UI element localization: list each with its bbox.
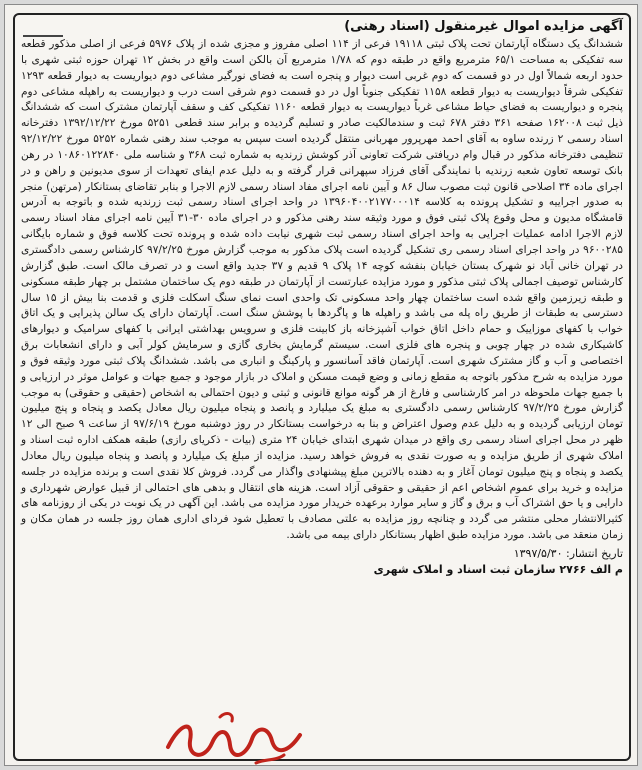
newspaper-clipping bbox=[4, 4, 638, 766]
notice-body: ششدانگ یک دستگاه آپارتمان تحت پلاک ثبتی ۱۹۱۱۸ فرعی از ۱۱۴ اصلی مفروز و مجزی شده از پلاک ۵۹۷۶ فرعی از اصلی مذکور قطعه سه تفکیکی به مساحت ۶۵/۱ مترمربع واقع در طبقه دوم که ۱/۷۸ مترمربع آن بالکن است واقع در بخش ۱۲ تهران حوزه ثبتی شهری با حدود اربعه شمالاً اول در دو قسمت که دوم غربی است دیوار و پنجره است به فضای نورگیر مشاعی دوم دیواریست به دیوار قطعه ۱۲۹۳ تفکیکی شرقاً دیواریست به دیوار قطعه ۱۱۵۸ تفکیکی جنوباً اول در دو قسمت دوم شرقی است درب و دیواریست به راهپله مشاعی دوم پنجره و دیواریست به فضای حیاط مشاعی غرباً دیواریست به دیوار قطعه ۱۱۶۰ تفکیکی کف و سقف آپارتمان مشترک است که ششدانگ ذیل ثبت ۱۶۲۰۰۸ صفحه ۳۶۱ دفتر ۶۷۸ ثبت و سندمالکیت صادر و تسلیم گردیده و برابر سند قطعی ۵۲۵۱ مورخ ۱۳۹۲/۱۲/۲۲ دفترخانه اسناد رسمی ۲ زرنده ساوه به آقای احمد مهرپرور مهربانی منتقل گردیده است سپس به موجب سند رهنی شماره ۵۲۵۲ مورخ ۹۲/۱۲/۲۲ تنظیمی دفترخانه مذکور در قبال وام دریافتی شرکت تعاونی آذر کوشش زرندیه به شماره ثبت ۳۶۸ و شناسه ملی ۱۰۸۶۰۱۲۲۸۴۰ در رهن بانک توسعه تعاون شعبه زرندیه با نمایندگی آقای فرزاد سپهرانی قرار گرفته و به دلیل عدم ایفای تعهدات از سوی مدیونین و راهن و در اجرای ماده ۳۴ اصلاحی قانون ثبت مصوب سال ۸۶ و آیین نامه اجرای مفاد اسناد رسمی لازم الاجرا و بنابر تقاضای بستانکار (مرتهن) منجر به صدور اجراییه و تشکیل پرونده به کلاسه ۱۳۹۶۰۴۰۰۲۱۷۷۰۰۰۱۴ در واحد اجرای اسناد رسمی ثبت زرندیه شده و باتوجه به آدرس قامشگاه مدیون و محل وقوع پلاک ثبتی فوق و مورد وثیقه سند رهنی مذکور و در اجرای ماده ۳۰-۳۱ آیین نامه اجرای مفاد اسناد رسمی لازم الاجرا ادامه عملیات اجرایی به واحد اجرای اسناد رسمی ثبت شهری نیابت داده شده و پرونده تحت کلاسه فوق و شماره بایگانی ۹۶۰۰۲۸۵ در واحد اجرای اسناد رسمی ری تشکیل گردیده است پلاک مذکور به موجب گزارش مورخ ۹۷/۲/۲۵ کارشناس رسمی دادگستری در تهران خانی آباد نو شهرک بستان خیابان بنفشه کوچه ۱۴ پلاک ۹ قدیم و ۳۷ جدید واقع است و در تصرف مالک است. طبق گزارش کارشناس توصیف اجمالی پلاک ثبتی مذکور و مورد مزایده عبارتست از آپارتمان در طبقه دوم یک ساختمان مشتمل بر چهار طبقه مسکونی و طبقه زیرزمین واقع شده است ساختمان چهار واحد مسکونی تک واحدی است نمای سنگ اسکلت فلزی و قدمت بنا بیش از ۱۵ سال دسترسی به طبقات از طریق راه پله می باشد و راهپله ها و پاگردها با پوشش سنگ است. آپارتمان دارای یک سالن پذیرایی و یک اتاق خواب با کفهای موزاییک و حمام داخل اتاق خواب آشپزخانه باز کابینت فلزی و سرویس بهداشتی ایرانی با کفهای سرامیک و دیوارهای کاشیکاری شده در چهار چوبی و پنجره های فلزی است. سیستم گرمایش بخاری گازی و سرمایش کولر آبی و دارای انشعابات برق اختصاصی و آب و گاز مشترک شهری است. آپارتمان فاقد آسانسور و پارکینگ و انباری می باشد. ششدانگ پلاک ثبتی مورد وثیقه فوق و مورد مزایده به شرح مذکور باتوجه به مقطع زمانی و وضع قیمت مسکن و املاک در بازار موجود و جمیع جهات و عوامل موثر در ارزیابی و با جمیع جهات ملحوظه در امر کارشناسی و فارغ از هر گونه موانع قانونی و ثبتی و دیون احتمالی به اشخاص (حقیقی و حقوقی) به موجب گزارش مورخ ۹۷/۲/۲۵ کارشناس رسمی دادگستری به مبلغ یک میلیارد و پانصد و پنجاه میلیون ریال معادل یکصد و پنجاه و پنج میلیون تومان ارزیابی گردیده و به دلیل عدم وصول اعتراض و بنا به درخواست بستانکار در روز دوشنبه مورخ ۹۷/۶/۱۹ از ساعت ۹ صبح الی ۱۲ ظهر در محل اجرای اسناد رسمی ری واقع در میدان شهری ابتدای خیابان ۲۴ متری (بیات - ذکریای رازی) طبقه همکف اداره ثبت اسناد و املاک شهری از طریق مزایده و به صورت نقدی به فروش خواهد رسید. مزایده از مبلغ یک میلیارد و پانصد و پنجاه میلیون ریال معادل یکصد و پنجاه و پنج میلیون تومان آغاز و به دهنده بالاترین مبلغ پیشنهادی واگذار می گردد. فروش کلا نقدی است و برنده مزایده در جلسه مزایده و خرید برای عموم اشخاص اعم از حقیقی و حقوقی آزاد است. هزینه های انتقال و بدهی های احتمالی از قبیل عوارض شهرداری و دارایی و یا حق اشتراک آب و برق و گاز و سایر موارد برعهده خریدار مورد مزایده می باشد. این آگهی در یک نوبت در یکی از روزنامه های کثیرالانتشار محلی منتشر می گردد و چنانچه روز مزایده به علتی مصادف با تعطیل شود فردای اداری همان روز جلسه در همان مکان و زمان منعقد می باشد. مورد مزایده طبق اظهار بستانکار دارای بیمه می باشد. bbox=[21, 38, 624, 542]
publication-date: تاریخ انتشار: ۱۳۹۷/۵/۳۰ bbox=[513, 547, 623, 560]
notice-title: آگهی مزایده اموال غیرمنقول (اسناد رهنی) bbox=[344, 19, 623, 34]
auction-notice-card bbox=[13, 13, 631, 761]
reference-line: م الف ۲۷۶۶ سازمان ثبت اسناد و املاک شهری bbox=[373, 563, 623, 576]
corner-stamp-mark bbox=[23, 21, 63, 37]
handwritten-signature bbox=[160, 705, 310, 766]
notice-footer bbox=[21, 546, 623, 578]
